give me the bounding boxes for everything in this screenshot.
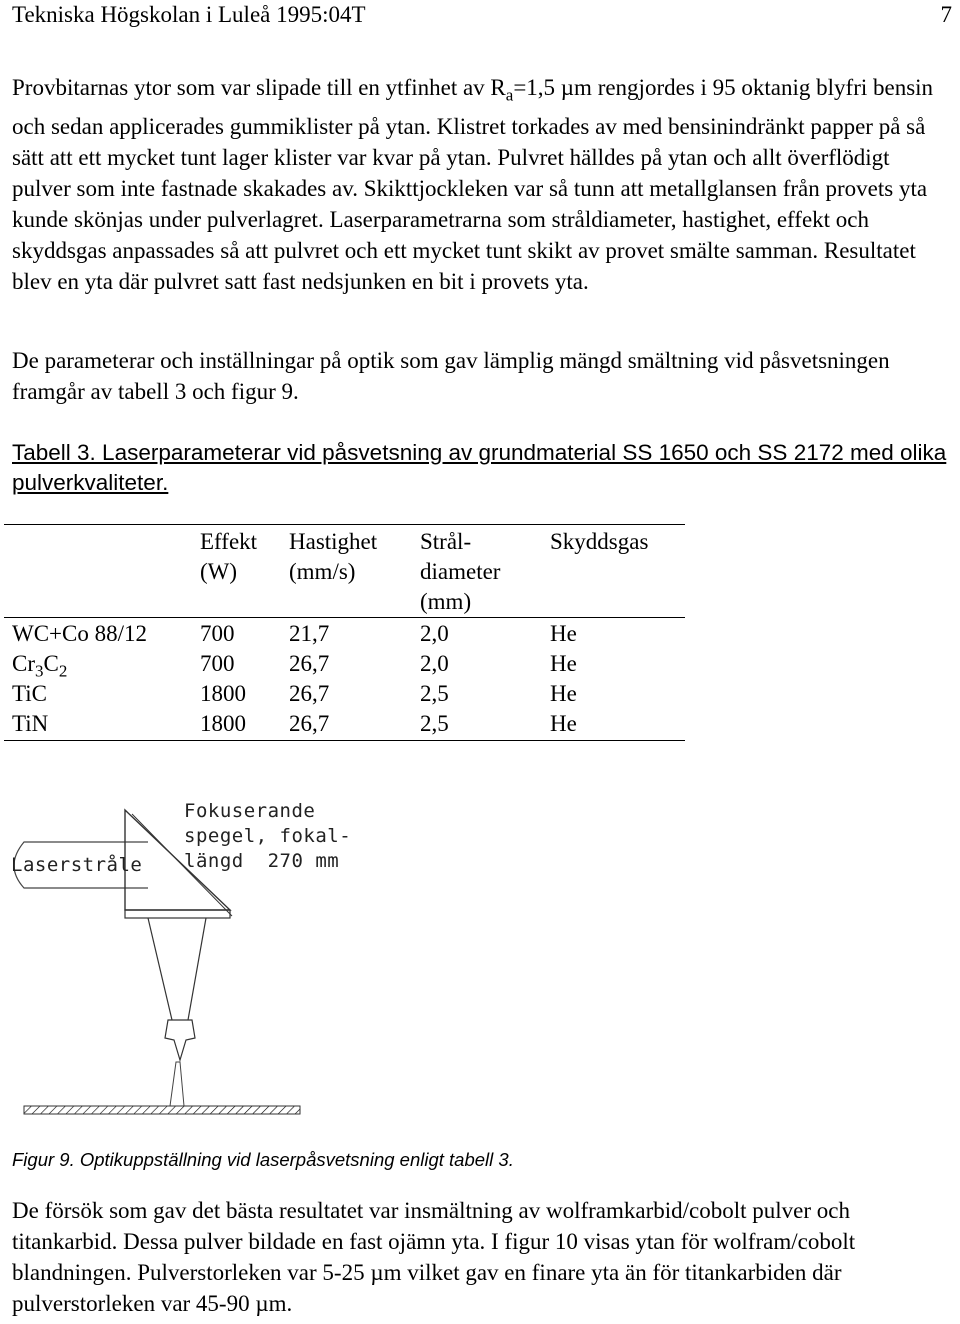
nozzle-tip	[165, 1020, 195, 1060]
cell-effekt: 700	[200, 651, 235, 676]
header-effekt-line2: (W)	[200, 559, 238, 584]
label-mirror-line1: Fokuserande	[184, 800, 316, 822]
figure-caption: Figur 9. Optikuppställning vid laserpåsvetsning enligt tabell 3.	[12, 1149, 514, 1170]
subscript-a: a	[505, 85, 514, 105]
label-mirror-line3: längd 270 mm	[184, 850, 340, 872]
page-number: 7	[940, 2, 952, 27]
header-effekt-line1: Effekt	[200, 529, 258, 554]
cell-effekt: 1800	[200, 681, 246, 706]
running-header: Tekniska Högskolan i Luleå 1995:04T	[12, 2, 366, 27]
cell-diameter: 2,5	[420, 711, 449, 736]
paragraph-text-rest: =1,5 µm rengjordes i 95 oktanig blyfri bensin och sedan applicerades gummiklister på ytan. Klistret torkades av med bensinindränkt papper på så sätt att ett mycket tunt lager klister var kvar på ytan. Pulvret hälldes på ytan och allt överflödigt pulver som inte fastnade skakades av. Skikttjockleken var så tunn att metallglansen från provets yta kunde skönjas under pulverlagret. Laserparametrarna som stråldiameter, hastighet, effekt och skyddsgas anpassades så att pulvret och ett mycket tunt skikt av provet smälte samman. Resultatet blev en yta där pulvret satt fast nedsjunken en bit i provets yta.	[12, 75, 934, 294]
cell-material: WC+Co 88/12	[12, 621, 148, 646]
mirror-housing	[125, 910, 230, 918]
cell-gas: He	[550, 711, 577, 736]
table-bottom-rule	[4, 740, 685, 741]
cell-effekt: 700	[200, 621, 235, 646]
header-stral-line1: Strål-	[420, 529, 472, 554]
cell-diameter: 2,0	[420, 651, 449, 676]
nozzle-tube-right	[188, 918, 206, 1020]
cell-gas: He	[550, 651, 577, 676]
cell-hastighet: 26,7	[289, 681, 330, 706]
workpiece-surface	[24, 1106, 300, 1114]
paragraph-text-start: Provbitarnas ytor som var slipade till en ytfinhet av R	[12, 75, 506, 100]
header-straldiameter	[420, 527, 500, 617]
cell-diameter: 2,0	[420, 621, 449, 646]
cell-gas: He	[550, 681, 577, 706]
cell-hastighet: 26,7	[289, 711, 330, 736]
header-hastighet-line1: Hastighet	[289, 529, 378, 554]
optical-setup-drawing	[0, 790, 960, 1130]
table-caption: Tabell 3. Laserparameterar vid påsvetsning av grundmaterial SS 1650 och SS 2172 med olika pulverkvaliteter.	[12, 440, 947, 495]
table-header-rule	[4, 617, 685, 618]
header-hastighet	[289, 527, 377, 587]
header-skyddsgas-line1: Skyddsgas	[550, 529, 649, 554]
paragraph-parameters: De parameterar och inställningar på optik som gav lämplig mängd smältning vid påsvetsningen framgår av tabell 3 och figur 9.	[12, 348, 890, 404]
header-skyddsgas	[550, 527, 648, 557]
label-laser-beam: Laserstråle	[11, 854, 143, 876]
cell-gas: He	[550, 621, 577, 646]
chem-element-c: C	[43, 651, 59, 676]
chem-element-cr: Cr	[12, 651, 35, 676]
cell-material: TiN	[12, 711, 49, 736]
chem-subscript-3: 3	[35, 661, 44, 681]
beam-focus-cone	[170, 1062, 184, 1106]
header-stral-line2: diameter	[420, 559, 501, 584]
cell-hastighet: 21,7	[289, 621, 330, 646]
paragraph-results: De försök som gav det bästa resultatet var insmältning av wolframkarbid/cobolt pulver och titankarbid. Dessa pulver bildade en fast ojämn yta. I figur 10 visas ytan för wolfram/cobolt blandningen. Pulverstorleken var 5-25 µm vilket gav en finare yta än för titankarbiden där pulverstorleken var 45-90 µm.	[12, 1198, 856, 1316]
cell-effekt: 1800	[200, 711, 246, 736]
cell-hastighet: 26,7	[289, 651, 330, 676]
table-top-rule	[4, 524, 685, 525]
label-mirror-line2: spegel, fokal-	[184, 825, 352, 847]
header-stral-line3: (mm)	[420, 589, 472, 614]
cell-diameter: 2,5	[420, 681, 449, 706]
header-hastighet-line2: (mm/s)	[289, 559, 356, 584]
chem-subscript-2: 2	[58, 661, 68, 681]
nozzle-tube-left	[148, 918, 172, 1020]
figure-optical-setup	[0, 790, 960, 1130]
cell-material: TiC	[12, 681, 47, 706]
header-effekt	[200, 527, 257, 587]
